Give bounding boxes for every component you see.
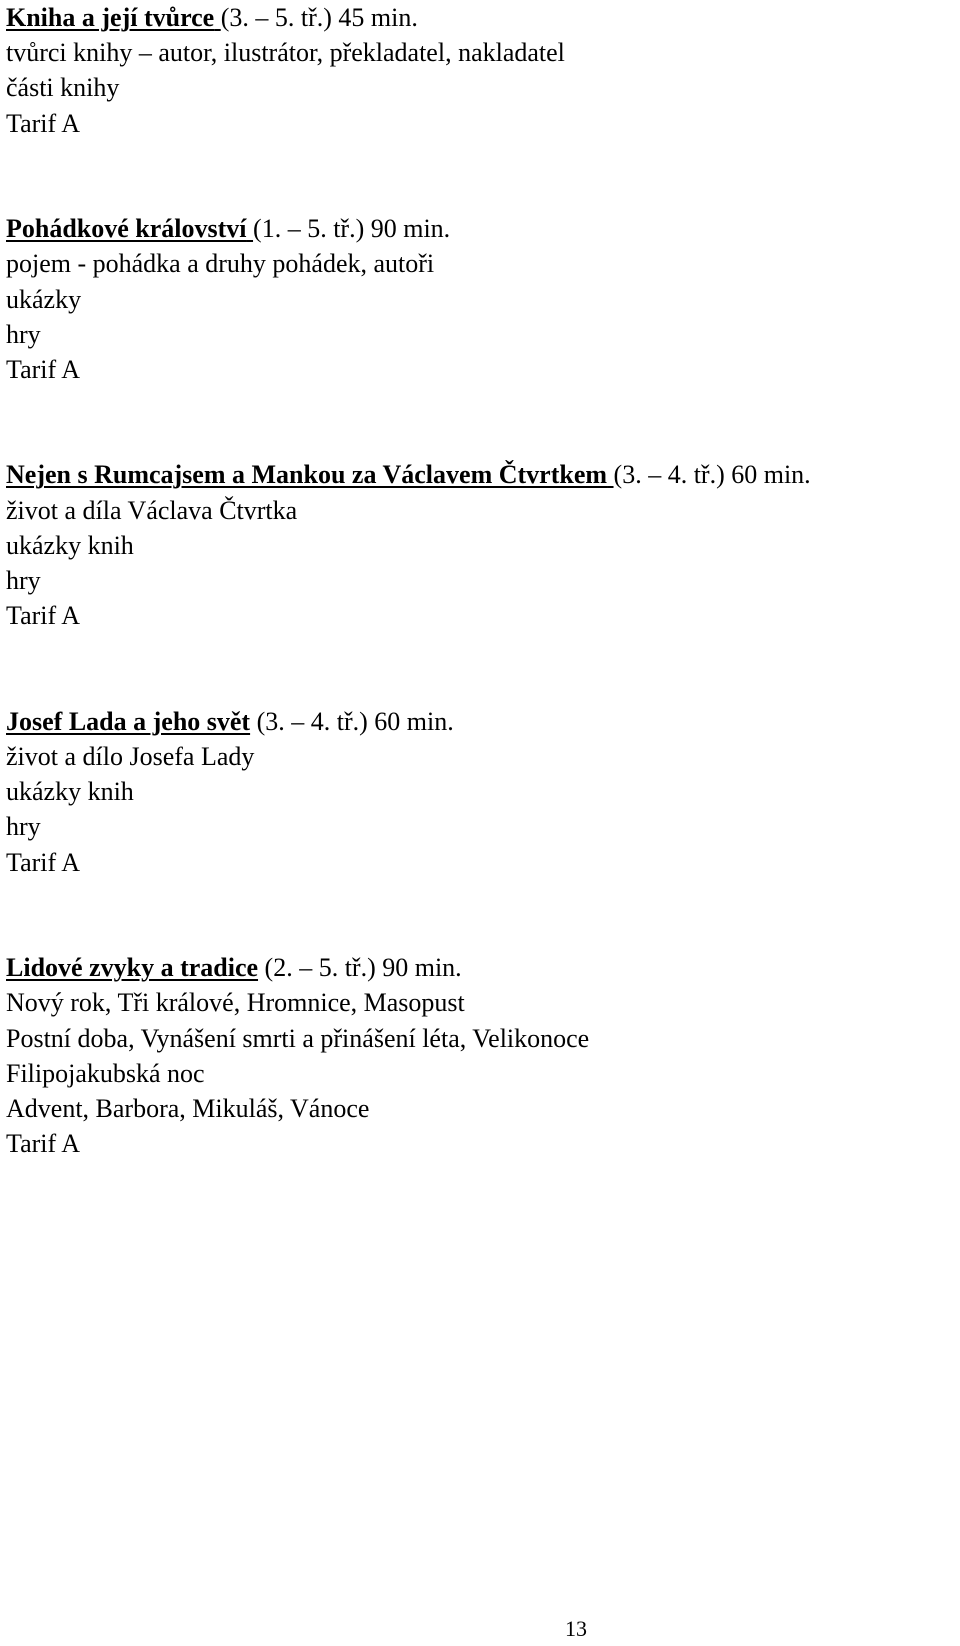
section-line: Postní doba, Vynášení smrti a přinášení léta, Velikonoce	[6, 1023, 590, 1053]
section-spacer	[6, 387, 946, 457]
program-section	[6, 704, 946, 880]
section-title: Pohádkové království	[6, 214, 247, 244]
section-line: části knihy	[6, 73, 120, 103]
section-line: Tarif A	[6, 354, 80, 384]
section-heading	[6, 950, 946, 985]
section-line: tvůrci knihy – autor, ilustrátor, překladatel, nakladatel	[6, 38, 565, 68]
section-line: pojem - pohádka a druhy pohádek, autoři	[6, 249, 435, 279]
section-line: Tarif A	[6, 847, 80, 877]
section-line: Nový rok, Tři králové, Hromnice, Masopust	[6, 988, 465, 1018]
program-section	[6, 211, 946, 387]
section-line: ukázky knih	[6, 530, 134, 560]
section-line: Tarif A	[6, 1129, 80, 1159]
section-title: Josef Lada a jeho svět	[6, 706, 251, 736]
section-line: hry	[6, 319, 41, 349]
section-line: ukázky	[6, 284, 82, 314]
section-line: hry	[6, 566, 41, 596]
section-meta: (3. – 5. tř.) 45 min.	[220, 3, 418, 32]
section-line: Advent, Barbora, Mikuláš, Vánoce	[6, 1093, 370, 1123]
program-section	[6, 457, 946, 633]
section-meta: (2. – 5. tř.) 90 min.	[258, 953, 462, 983]
program-section	[6, 0, 946, 141]
page-number: 13	[565, 1616, 587, 1641]
section-title: Kniha a její tvůrce	[6, 3, 215, 32]
section-line: hry	[6, 812, 41, 842]
section-heading	[6, 211, 946, 246]
section-meta: (3. – 4. tř.) 60 min.	[613, 460, 811, 490]
section-spacer	[6, 633, 946, 703]
section-line: Tarif A	[6, 108, 80, 138]
document-page	[6, 0, 946, 1161]
section-line: život a díla Václava Čtvrtka	[6, 495, 298, 525]
section-heading	[6, 457, 946, 492]
section-line: Filipojakubská noc	[6, 1058, 205, 1088]
section-heading	[6, 0, 946, 35]
section-spacer	[6, 880, 946, 950]
program-section	[6, 950, 946, 1161]
section-title: Lidové zvyky a tradice	[6, 953, 259, 983]
section-title: Nejen s Rumcajsem a Mankou za Václavem Čtvrtkem	[6, 460, 608, 490]
section-spacer	[6, 141, 946, 211]
section-meta: (3. – 4. tř.) 60 min.	[250, 706, 454, 736]
section-line: ukázky knih	[6, 777, 134, 807]
section-meta: (1. – 5. tř.) 90 min.	[253, 214, 451, 244]
section-line: život a dílo Josefa Lady	[6, 741, 255, 771]
section-heading	[6, 704, 946, 739]
section-line: Tarif A	[6, 601, 80, 631]
